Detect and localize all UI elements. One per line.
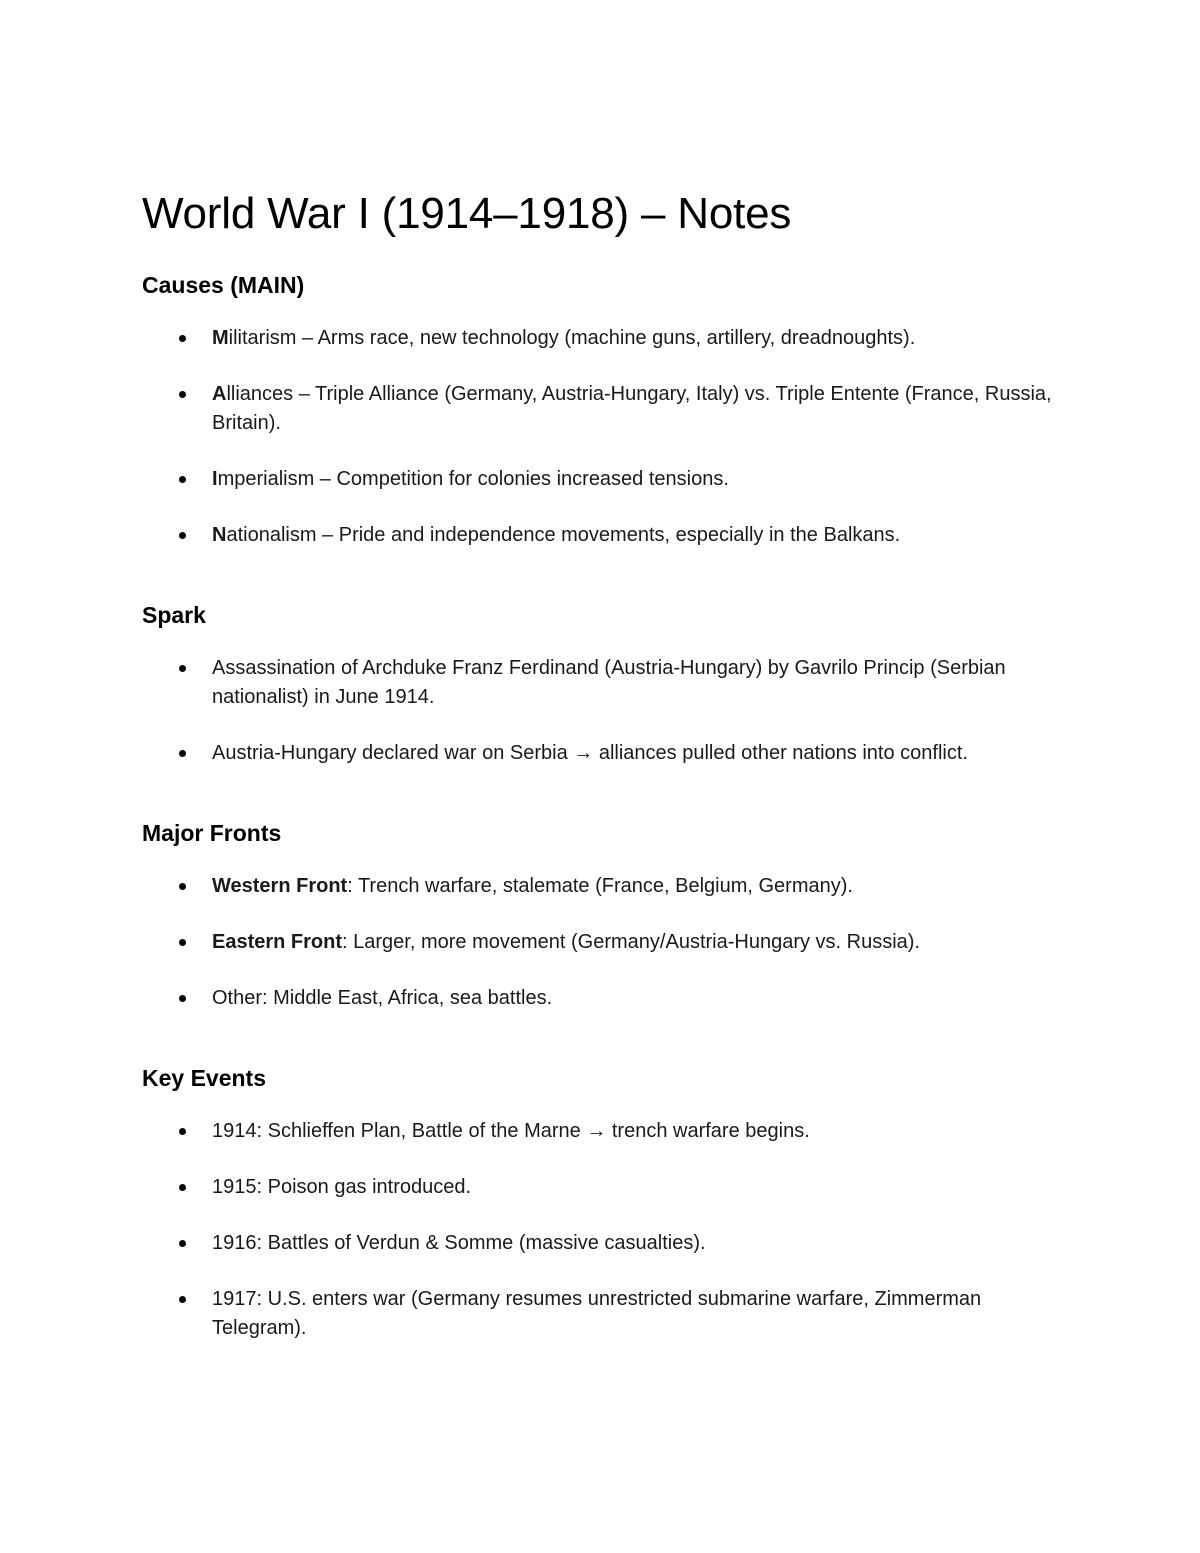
section-key-events	[142, 1063, 1062, 1343]
bullet-list	[142, 654, 1062, 768]
item-text: 1914: Schlieffen Plan, Battle of the Marne → trench warfare begins.	[212, 1120, 810, 1142]
section-causes	[142, 270, 1062, 550]
list-item	[142, 872, 1062, 901]
section-heading: Major Fronts	[142, 820, 282, 846]
section-major-fronts	[142, 818, 1062, 1013]
item-text: : Trench warfare, stalemate (France, Belgium, Germany).	[347, 875, 853, 897]
section-heading: Spark	[142, 602, 206, 628]
document-title: World War I (1914–1918) – Notes	[142, 189, 792, 238]
item-text: mperialism – Competition for colonies increased tensions.	[217, 468, 729, 490]
list-item	[142, 984, 1062, 1013]
bullet-icon	[179, 665, 186, 672]
bullet-icon	[179, 335, 186, 342]
item-text: 1916: Battles of Verdun & Somme (massive casualties).	[212, 1232, 706, 1254]
item-text: : Larger, more movement (Germany/Austria-Hungary vs. Russia).	[342, 931, 920, 953]
acronym-letter: A	[212, 383, 227, 405]
acronym-letter: M	[212, 327, 229, 349]
list-item	[142, 521, 1062, 550]
item-text: ilitarism – Arms race, new technology (machine guns, artillery, dreadnoughts).	[228, 327, 916, 349]
list-item	[142, 1173, 1062, 1202]
list-item	[142, 654, 1062, 712]
bullet-icon	[179, 1128, 186, 1135]
bullet-icon	[179, 1240, 186, 1247]
bullet-list	[142, 1117, 1062, 1343]
item-text: Assassination of Archduke Franz Ferdinand (Austria-Hungary) by Gavrilo Princip (Serbian nationalist) in June 1914.	[212, 657, 1006, 708]
list-item	[142, 380, 1062, 438]
item-text: lliances – Triple Alliance (Germany, Austria-Hungary, Italy) vs. Triple Entente (France, Russia, Britain).	[212, 383, 1052, 434]
item-text: 1915: Poison gas introduced.	[212, 1176, 472, 1198]
bullet-list	[142, 872, 1062, 1013]
bullet-icon	[179, 1184, 186, 1191]
bullet-icon	[179, 939, 186, 946]
list-item	[142, 739, 1062, 768]
bullet-icon	[179, 995, 186, 1002]
list-item	[142, 1229, 1062, 1258]
list-item	[142, 928, 1062, 957]
bullet-icon	[179, 476, 186, 483]
item-text: 1917: U.S. enters war (Germany resumes unrestricted submarine warfare, Zimmerman Telegram).	[212, 1288, 982, 1339]
item-text: Other: Middle East, Africa, sea battles.	[212, 987, 553, 1009]
front-term: Western Front	[212, 875, 348, 897]
front-term: Eastern Front	[212, 931, 343, 953]
list-item	[142, 465, 1062, 494]
item-text: ationalism – Pride and independence movements, especially in the Balkans.	[226, 524, 901, 546]
bullet-list	[142, 324, 1062, 550]
bullet-icon	[179, 750, 186, 757]
bullet-icon	[179, 883, 186, 890]
acronym-letter: N	[212, 524, 227, 546]
list-item	[142, 324, 1062, 353]
bullet-icon	[179, 532, 186, 539]
list-item	[142, 1285, 1062, 1343]
list-item	[142, 1117, 1062, 1146]
section-heading: Causes (MAIN)	[142, 272, 305, 298]
acronym-letter: I	[212, 468, 218, 490]
section-heading: Key Events	[142, 1065, 267, 1091]
section-spark	[142, 600, 1062, 768]
bullet-icon	[179, 1296, 186, 1303]
document-page	[142, 186, 1062, 1393]
bullet-icon	[179, 391, 186, 398]
item-text: Austria-Hungary declared war on Serbia → alliances pulled other nations into conflict.	[212, 742, 968, 764]
